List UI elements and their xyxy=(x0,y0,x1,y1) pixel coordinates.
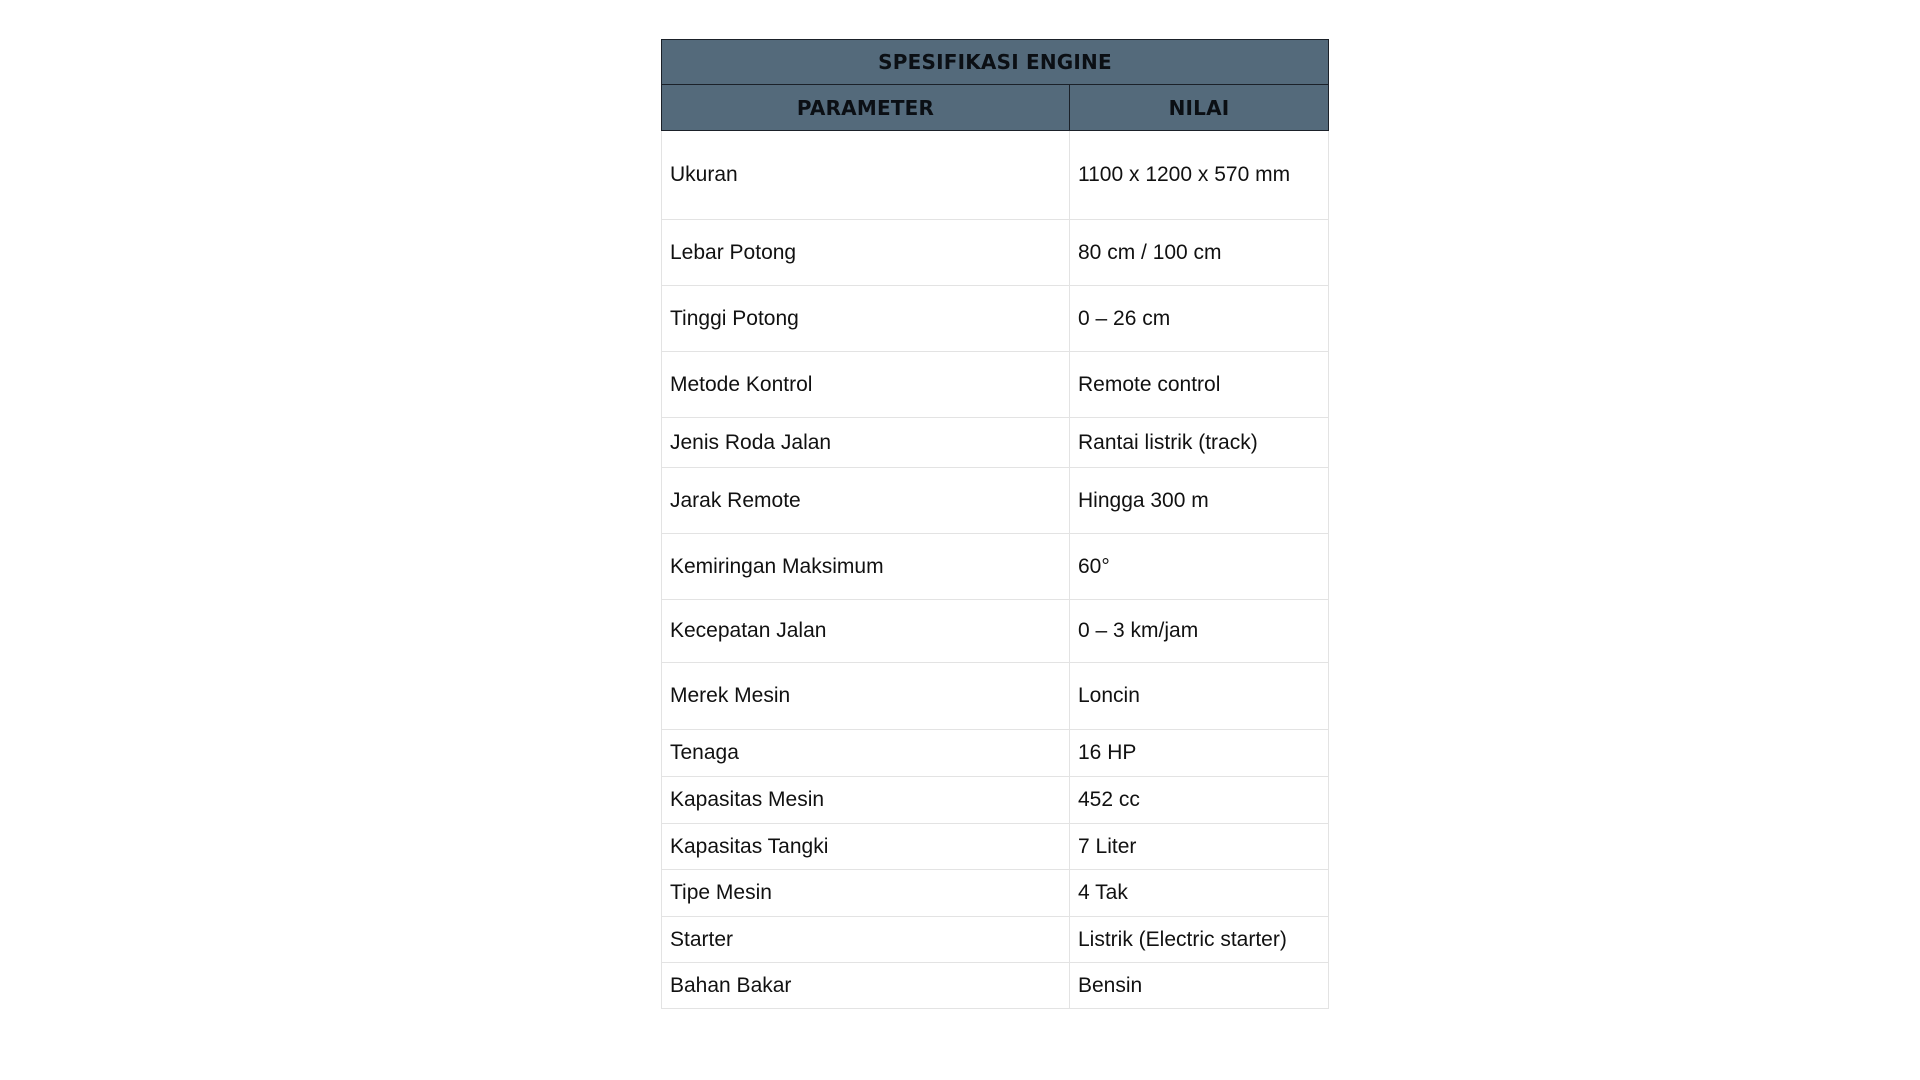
table-row xyxy=(662,220,1329,286)
table-row xyxy=(662,824,1329,870)
parameter-cell: Jenis Roda Jalan xyxy=(662,418,1070,468)
column-header-parameter: PARAMETER xyxy=(662,85,1070,131)
column-header-nilai: NILAI xyxy=(1070,85,1329,131)
value-cell: Remote control xyxy=(1070,352,1329,418)
parameter-cell: Tipe Mesin xyxy=(662,870,1070,917)
value-cell: 80 cm / 100 cm xyxy=(1070,220,1329,286)
value-cell: 1100 x 1200 x 570 mm xyxy=(1070,131,1329,220)
table-row xyxy=(662,730,1329,777)
parameter-cell: Kecepatan Jalan xyxy=(662,600,1070,663)
table-row xyxy=(662,917,1329,963)
parameter-cell: Ukuran xyxy=(662,131,1070,220)
parameter-cell: Metode Kontrol xyxy=(662,352,1070,418)
table-row xyxy=(662,663,1329,730)
table-row xyxy=(662,963,1329,1009)
value-cell: Hingga 300 m xyxy=(1070,468,1329,534)
value-cell: 452 cc xyxy=(1070,777,1329,824)
value-cell: 0 – 26 cm xyxy=(1070,286,1329,352)
table-row xyxy=(662,131,1329,220)
table-row xyxy=(662,534,1329,600)
table-row xyxy=(662,468,1329,534)
parameter-cell: Starter xyxy=(662,917,1070,963)
table-row xyxy=(662,418,1329,468)
spec-table xyxy=(661,39,1329,1009)
table-row xyxy=(662,870,1329,917)
value-cell: 60° xyxy=(1070,534,1329,600)
value-cell: 0 – 3 km/jam xyxy=(1070,600,1329,663)
parameter-cell: Kemiringan Maksimum xyxy=(662,534,1070,600)
table-header-row xyxy=(662,85,1329,131)
table-row xyxy=(662,600,1329,663)
parameter-cell: Lebar Potong xyxy=(662,220,1070,286)
table-title-row xyxy=(662,40,1329,85)
table-row xyxy=(662,286,1329,352)
value-cell: Loncin xyxy=(1070,663,1329,730)
value-cell: 4 Tak xyxy=(1070,870,1329,917)
value-cell: Bensin xyxy=(1070,963,1329,1009)
parameter-cell: Kapasitas Tangki xyxy=(662,824,1070,870)
value-cell: 7 Liter xyxy=(1070,824,1329,870)
table-title: SPESIFIKASI ENGINE xyxy=(662,40,1329,85)
value-cell: 16 HP xyxy=(1070,730,1329,777)
parameter-cell: Tinggi Potong xyxy=(662,286,1070,352)
parameter-cell: Bahan Bakar xyxy=(662,963,1070,1009)
parameter-cell: Kapasitas Mesin xyxy=(662,777,1070,824)
parameter-cell: Tenaga xyxy=(662,730,1070,777)
table-row xyxy=(662,352,1329,418)
parameter-cell: Jarak Remote xyxy=(662,468,1070,534)
value-cell: Listrik (Electric starter) xyxy=(1070,917,1329,963)
value-cell: Rantai listrik (track) xyxy=(1070,418,1329,468)
table-row xyxy=(662,777,1329,824)
parameter-cell: Merek Mesin xyxy=(662,663,1070,730)
